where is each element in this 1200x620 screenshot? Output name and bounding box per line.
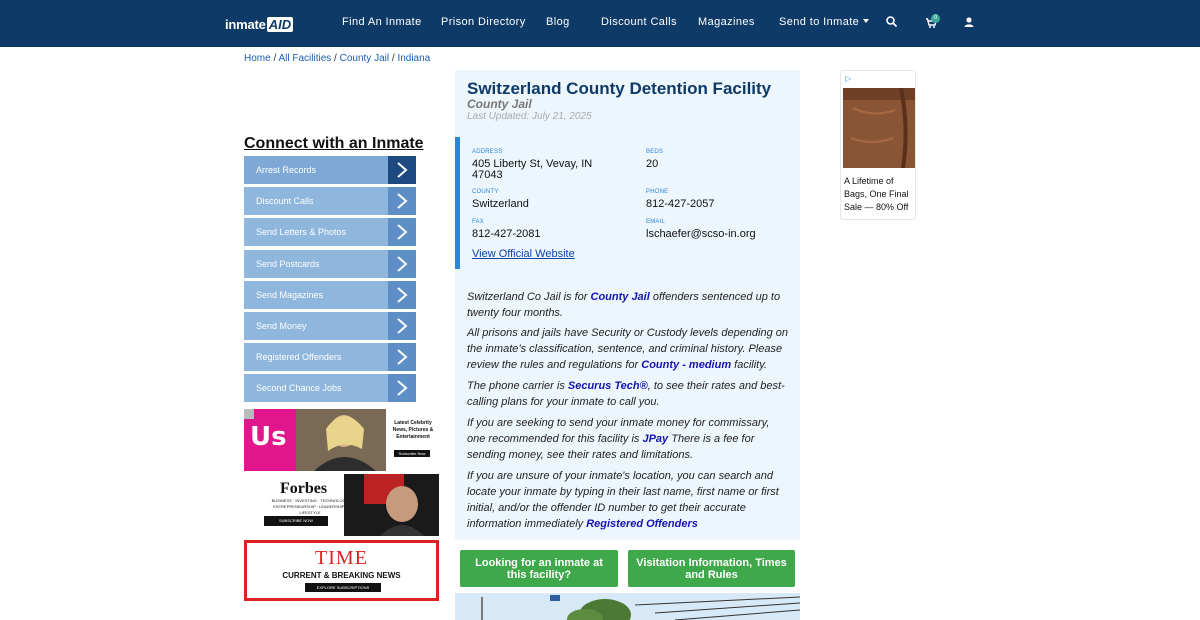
desc-text: Switzerland Co Jail is for [467, 291, 591, 303]
securus-link[interactable]: Securus Tech® [567, 380, 648, 392]
chevron-right-icon [388, 187, 416, 215]
sidebar-item-label: Send Magazines [256, 289, 324, 300]
nav-send-to-inmate-label: Send to Inmate [779, 16, 860, 28]
fax-label: FAX [472, 219, 484, 225]
search-icon[interactable] [884, 14, 900, 30]
registered-offenders-link[interactable]: Registered Offenders [586, 518, 698, 530]
user-icon[interactable] [961, 14, 977, 30]
nav-magazines[interactable]: Magazines [698, 16, 755, 28]
time-tagline: CURRENT & BREAKING NEWS [282, 571, 401, 580]
last-updated: Last Updated: July 21, 2025 [467, 111, 592, 122]
breadcrumb-home[interactable]: Home [244, 53, 271, 64]
chevron-right-icon [388, 281, 416, 309]
time-explore-button[interactable]: EXPLORE SUBSCRIPTIONS [305, 583, 381, 592]
breadcrumb-indiana[interactable]: Indiana [397, 53, 431, 64]
nav-find-an-inmate[interactable]: Find An Inmate [342, 16, 422, 28]
county-jail-link[interactable]: County Jail [590, 291, 650, 303]
visitation-info-button[interactable]: Visitation Information, Times and Rules [628, 550, 795, 587]
official-website-link[interactable]: View Official Website [472, 248, 575, 260]
desc-text: All prisons and jails have Security or Custody levels depending on the inmate’s classification, sentence, and criminal history. Please review the rules and regulations for [467, 327, 789, 371]
chevron-right-icon [388, 250, 416, 278]
time-logo: TIME [315, 547, 368, 569]
address-line1: 405 Liberty St, Vevay, IN [472, 158, 593, 170]
nav-prison-directory[interactable]: Prison Directory [441, 16, 526, 28]
sidebar-item-arrest-records[interactable] [244, 156, 416, 184]
sidebar-item-label: Send Postcards [256, 258, 320, 269]
connect-menu [244, 156, 416, 406]
ad-choices-icon[interactable]: ▷ [845, 74, 852, 83]
ad-text: A Lifetime of Bags, One Final Sale — 80% Off [844, 176, 909, 212]
desc-paragraph-4 [467, 415, 789, 463]
chevron-right-icon [388, 156, 416, 184]
logo-text-aid: AID [268, 16, 292, 32]
facility-photo [455, 593, 800, 620]
sidebar-item-second-chance-jobs[interactable] [244, 374, 416, 402]
sidebar-item-label: Registered Offenders [256, 352, 342, 363]
chevron-right-icon [388, 218, 416, 246]
nav-blog[interactable]: Blog [546, 16, 570, 28]
breadcrumb-all-facilities[interactable]: All Facilities [278, 53, 332, 64]
beds-value: 20 [646, 158, 659, 170]
address-line2: 47043 [472, 169, 503, 181]
us-logo: Us [250, 422, 287, 452]
cart-count-badge: 0 [931, 14, 940, 23]
phone-value: 812-427-2057 [646, 198, 715, 210]
beds-label: BEDS [646, 149, 664, 155]
sidebar-item-label: Send Letters & Photos [256, 227, 347, 238]
desc-text: There is a fee for sending money, see their rates and limitations. [467, 433, 755, 461]
forbes-subscribe-button[interactable]: SUBSCRIBE NOW [264, 516, 328, 526]
chevron-right-icon [388, 312, 416, 340]
forbes-ad[interactable] [244, 474, 439, 536]
breadcrumb: Home / All Facilities / County Jail / Indiana [244, 53, 431, 64]
desc-text: The phone carrier is [467, 380, 568, 392]
leather-bag-image [843, 88, 915, 168]
forbes-logo: Forbes [280, 480, 328, 497]
us-weekly-ad[interactable] [244, 409, 439, 471]
fax-value: 812-427-2081 [472, 228, 541, 240]
looking-for-inmate-button[interactable]: Looking for an inmate at this facility? [460, 550, 618, 587]
desc-paragraph-1 [467, 289, 789, 321]
desc-paragraph-3 [467, 378, 789, 410]
desc-text: facility. [731, 359, 767, 371]
bags-sale-ad[interactable] [840, 70, 916, 220]
nav-discount-calls[interactable]: Discount Calls [601, 16, 677, 28]
sidebar-item-send-magazines[interactable] [244, 281, 416, 309]
jpay-link[interactable]: JPay [642, 433, 669, 445]
sidebar-item-send-letters[interactable] [244, 218, 416, 246]
desc-paragraph-2 [467, 325, 789, 373]
desc-text: , to see their rates and best-calling plans for your inmate to call you. [467, 380, 785, 408]
forbes-tagline: BUSINESS · INVESTING · TECHNOLOGY ENTREPRENEURSHIP · LEADERSHIP · LIFESTYLE [271, 498, 349, 515]
sidebar-item-label: Second Chance Jobs [256, 383, 342, 394]
sidebar-item-registered-offenders[interactable] [244, 343, 416, 371]
page-title: Switzerland County Detention Facility [467, 79, 772, 98]
county-label: COUNTY [472, 189, 499, 195]
sidebar-item-label: Send Money [256, 320, 307, 331]
sidebar-item-label: Discount Calls [256, 196, 314, 207]
facility-type: County Jail [467, 97, 532, 111]
chevron-right-icon [388, 374, 416, 402]
sidebar-item-send-money[interactable] [244, 312, 416, 340]
top-navbar [0, 0, 1200, 47]
sidebar-item-discount-calls[interactable] [244, 187, 416, 215]
county-value: Switzerland [472, 198, 529, 210]
us-tagline: Latest Celebrity News, Pictures & Entertainment [392, 420, 434, 440]
desc-text: If you are seeking to send your inmate money for commissary, one recommended for this facility is [467, 417, 770, 445]
breadcrumb-county-jail[interactable]: County Jail [339, 53, 390, 64]
sidebar-item-send-postcards[interactable] [244, 250, 416, 278]
logo-text-inmate: inmate [225, 16, 266, 32]
us-subscribe-button[interactable]: Subscribe Now [394, 450, 430, 457]
connect-with-inmate-heading: Connect with an Inmate [244, 135, 424, 152]
sidebar-item-label: Arrest Records [256, 165, 317, 175]
chevron-right-icon [388, 343, 416, 371]
nav-send-to-inmate[interactable] [779, 16, 869, 28]
email-value: lschaefer@scso-in.org [646, 228, 756, 240]
desc-paragraph-5 [467, 468, 789, 532]
address-label: ADDRESS [472, 149, 503, 155]
site-logo[interactable] [225, 15, 293, 33]
desc-text: If you are unsure of your inmate's location, you can search and locate your inmate by typing in their last name, first name or first initial, and/or the offender ID number to get their accurate information immediately [467, 470, 779, 530]
time-ad[interactable] [244, 540, 439, 601]
chevron-down-icon [863, 19, 869, 23]
phone-label: PHONE [646, 189, 669, 195]
county-medium-link[interactable]: County - medium [641, 359, 732, 371]
desc-text: offenders sentenced up to twenty four months. [467, 291, 781, 319]
email-label: EMAIL [646, 219, 666, 225]
